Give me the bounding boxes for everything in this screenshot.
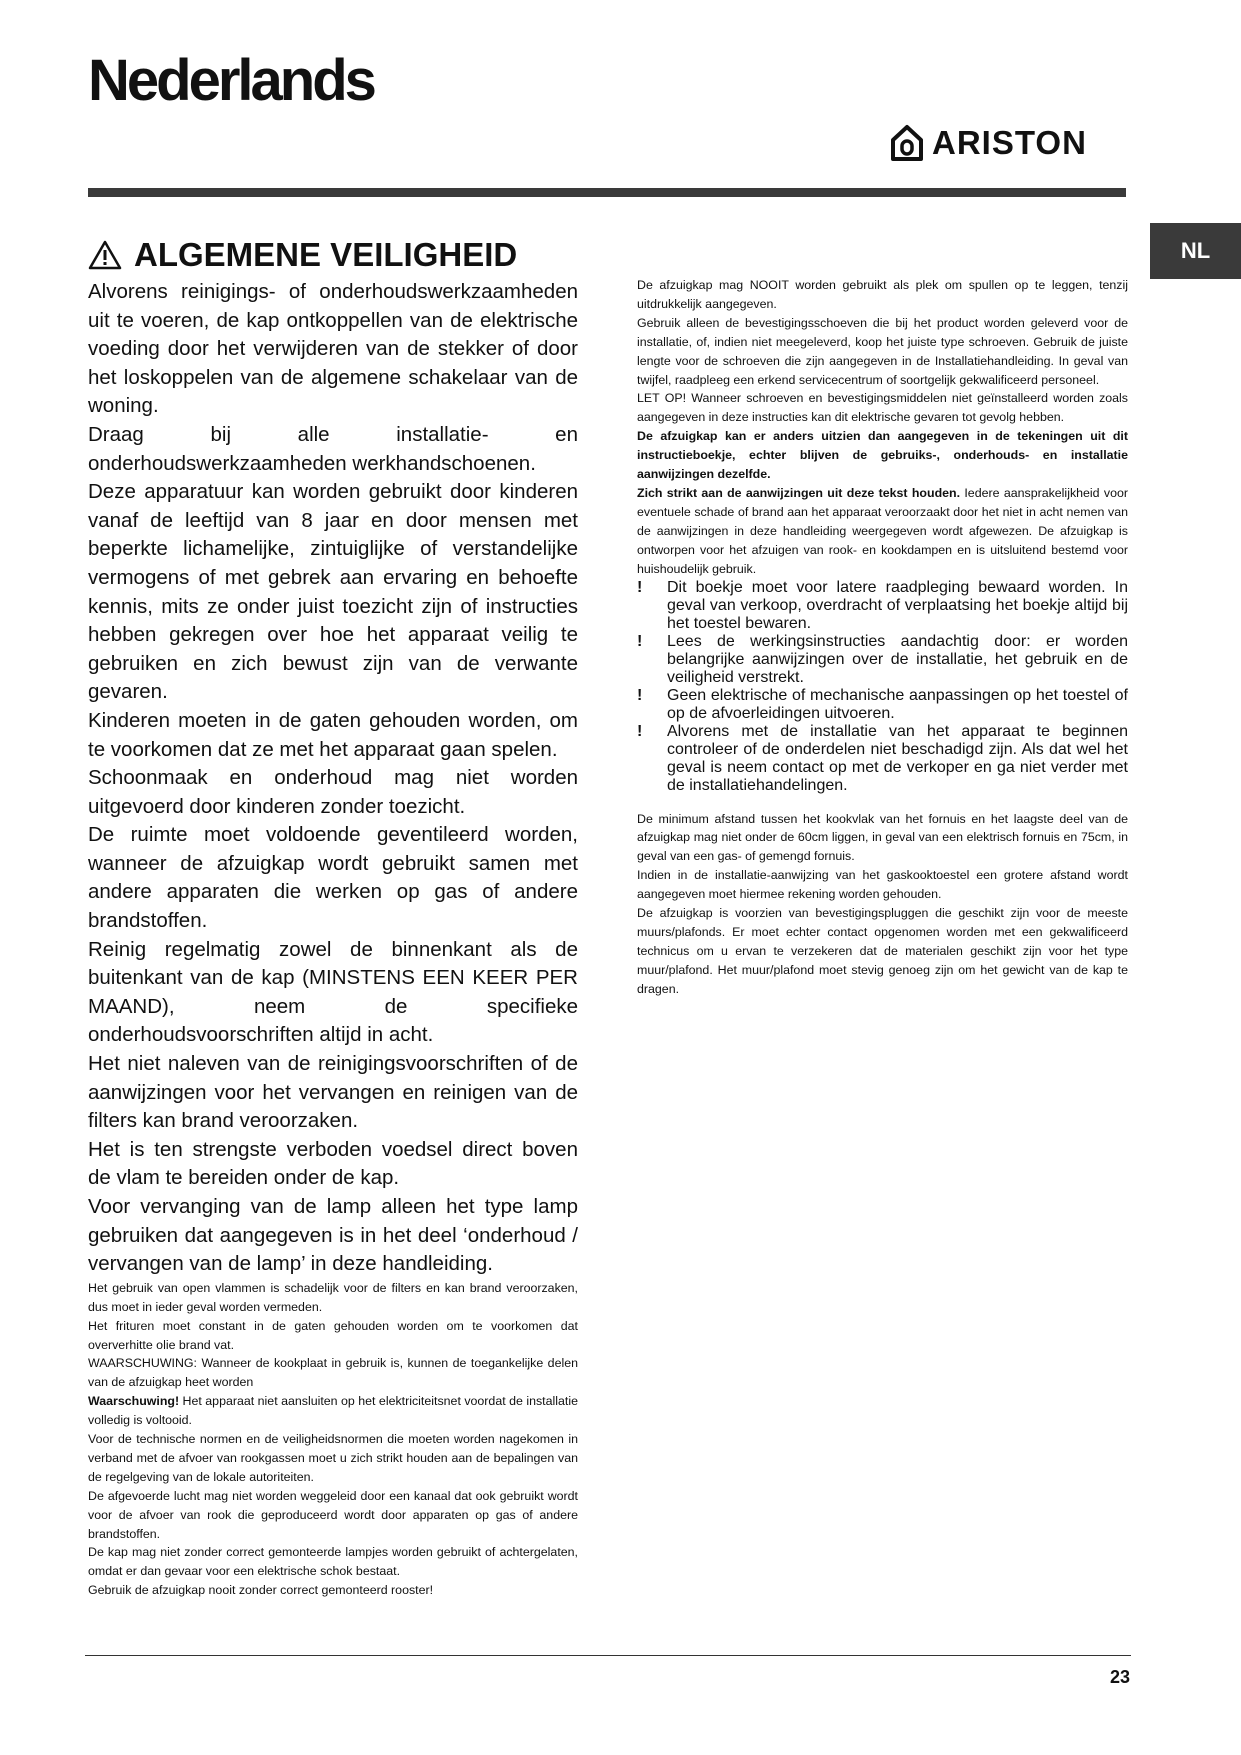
footer-divider bbox=[85, 1655, 1131, 1656]
section-heading bbox=[88, 236, 578, 274]
header-divider bbox=[88, 188, 1126, 197]
paragraph: De kap mag niet zonder correct gemonteerde lampjes worden gebruikt of achtergelaten, omdat er dan gevaar voor een elektrische schok bestaat. bbox=[88, 1545, 578, 1579]
paragraph: De afzuigkap is voorzien van bevestigingspluggen die geschikt zijn voor de meeste muurs/plafonds. Er moet echter contact opgenomen worden met een gekwalificeerd technicus om u ervan te verzekeren dat de materialen geschikt zijn voor het type muur/plafond. Het muur/plafond moet stevig genoeg zijn om het gewicht van de kap te dragen. bbox=[637, 906, 1128, 996]
paragraph: Schoonmaak en onderhoud mag niet worden uitgevoerd door kinderen zonder toezicht. bbox=[88, 766, 578, 818]
paragraph: De minimum afstand tussen het kookvlak van het fornuis en het laagste deel van de afzuigkap mag niet onder de 60cm liggen, in geval van een elektrisch fornuis en 75cm, in geval van een gas- of gemengd fornuis. bbox=[637, 811, 1128, 864]
paragraph: Voor vervanging van de lamp alleen het type lamp gebruiken dat aangegeven is in het deel ‘onderhoud / vervangen van de lamp’ in deze handleiding. bbox=[88, 1195, 578, 1276]
paragraph: WAARSCHUWING: Wanneer de kookplaat in gebruik is, kunnen de toegankelijke delen van de afzuigkap heet worden bbox=[88, 1356, 578, 1390]
exclamation-icon: ! bbox=[637, 578, 643, 596]
list-item-text: Dit boekje moet voor latere raadpleging bewaard worden. In geval van verkoop, overdracht of verplaatsing het boekje altijd bij het toestel bewaren. bbox=[667, 578, 1128, 632]
paragraph bbox=[88, 1392, 578, 1430]
list-item bbox=[637, 633, 1128, 687]
paragraph: Voor de technische normen en de veiligheidsnormen die moeten worden nagekomen in verband met de afvoer van rookgassen moet u zich strikt houden aan de bepalingen van de regelgeving van de lokale autoriteiten. bbox=[88, 1432, 578, 1484]
spacer bbox=[637, 795, 1128, 810]
paragraph: De ruimte moet voldoende geventileerd worden, wanneer de afzuigkap wordt gebruikt samen met andere apparaten die werken op gas of andere brandstoffen. bbox=[88, 823, 578, 933]
paragraph: De afzuigkap mag NOOIT worden gebruikt als plek om spullen op te leggen, tenzij uitdrukkelijk aangegeven. bbox=[637, 278, 1128, 311]
paragraph: Indien in de installatie-aanwijzing van het gaskooktoestel een grotere afstand wordt aangegeven moet hiermee rekening worden gehouden. bbox=[637, 868, 1128, 902]
warning-label: Waarschuwing! bbox=[88, 1394, 180, 1409]
warning-text: Het apparaat niet aansluiten op het elektriciteitsnet voordat de installatie volledig is voltooid. bbox=[88, 1394, 578, 1428]
paragraph: Gebruik alleen de bevestigingsschoeven die bij het product worden geleverd voor de installatie, of, indien niet meegeleverd, koop het juiste type schroeven. Gebruik de juiste lengte voor de schroeven die zijn aangegeven in de Installatiehandleiding. In geval van twijfel, raadpleeg een erkend servicecentrum of soortgelijk gekwalificeerd personeel. bbox=[637, 315, 1128, 387]
brand-logo bbox=[890, 122, 1087, 164]
paragraph: Het is ten strengste verboden voedsel direct boven de vlam te bereiden onder de kap. bbox=[88, 1137, 578, 1190]
brand-name: ARISTON bbox=[932, 124, 1087, 161]
list-item bbox=[637, 687, 1128, 723]
paragraph bbox=[637, 484, 1128, 579]
exclamation-icon: ! bbox=[637, 632, 643, 650]
bold-lead: Zich strikt aan de aanwijzingen uit deze tekst houden. bbox=[637, 485, 961, 500]
list-item bbox=[637, 579, 1128, 633]
paragraph: Gebruik de afzuigkap nooit zonder correct gemonteerd rooster! bbox=[88, 1583, 434, 1598]
paragraph: Alvorens reinigings- of onderhoudswerkzaamheden uit te voeren, de kap ontkoppellen van de elektrische voeding door het verwijderen van de stekker of door het loskoppelen van de algemene schakelaar van de woning. bbox=[88, 280, 578, 418]
paragraph: Het frituren moet constant in de gaten gehouden worden om te voorkomen dat oververhitte olie brand vat. bbox=[88, 1318, 578, 1352]
paragraph: LET OP! Wanneer schroeven en bevestigingsmiddelen niet geïnstalleerd worden zoals aangegeven in deze instructies kan dit elektrische gevaren tot gevolg hebben. bbox=[637, 391, 1128, 425]
right-column bbox=[637, 276, 1128, 999]
paragraph-text: Iedere aansprakelijkheid voor eventuele schade of brand aan het apparaat veroorzaakt door het niet in acht nemen van de aanwijzingen in deze handleiding weergegeven wordt afgewezen. De afzuigkap is ontworpen voor het afzuigen van rook- en kookdampen en is uitsluitend bestemd voor huishoudelijk gebruik. bbox=[637, 485, 1128, 576]
exclamation-icon: ! bbox=[637, 722, 643, 740]
list-item-text: Alvorens met de installatie van het apparaat te beginnen controleer of de onderdelen niet beschadigd zijn. Als dat wel het geval is neem contact op met de verkoper en ga niet verder met de installatiehandelingen. bbox=[667, 722, 1128, 794]
exclamation-icon: ! bbox=[637, 686, 643, 704]
safety-large-text bbox=[88, 278, 578, 1279]
house-logo-icon bbox=[890, 124, 924, 162]
paragraph: Reinig regelmatig zowel de binnenkant als de buitenkant van de kap (MINSTENS EEN KEER PER MAAND), neem de specifieke onderhoudsvoorschriften altijd in acht. bbox=[88, 937, 578, 1047]
page-language-title: Nederlands bbox=[88, 48, 374, 113]
page-number: 23 bbox=[1109, 1667, 1130, 1687]
list-item-text: Geen elektrische of mechanische aanpassingen op het toestel of op de afvoerleidingen uitvoeren. bbox=[667, 686, 1128, 722]
paragraph-bold: De afzuigkap kan er anders uitzien dan aangegeven in de tekeningen uit dit instructieboekje, echter blijven de gebruiks-, onderhouds- en installatie aanwijzingen dezelfde. bbox=[637, 429, 1128, 482]
language-tab: NL bbox=[1150, 223, 1241, 279]
list-item-text: Lees de werkingsinstructies aandachtig door: er worden belangrijke aanwijzingen over de installatie, het gebruik en de veiligheid verstrekt. bbox=[667, 632, 1128, 686]
paragraph: Draag bij alle installatie- en onderhoudswerkzaamheden werkhandschoenen. bbox=[88, 422, 578, 475]
paragraph: Het gebruik van open vlammen is schadelijk voor de filters en kan brand veroorzaken, dus moet in ieder geval worden vermeden. bbox=[88, 1280, 578, 1314]
left-column bbox=[88, 236, 578, 1600]
warning-triangle-icon bbox=[88, 240, 122, 270]
safety-small-text bbox=[88, 1279, 578, 1600]
paragraph: Het niet naleven van de reinigingsvoorschriften of de aanwijzingen voor het vervangen en reinigen van de filters kan brand veroorzaken. bbox=[88, 1052, 578, 1133]
list-item bbox=[637, 723, 1128, 795]
paragraph: Kinderen moeten in de gaten gehouden worden, om te voorkomen dat ze met het apparaat gaan spelen. bbox=[88, 708, 578, 761]
section-title: ALGEMENE VEILIGHEID bbox=[134, 236, 518, 273]
paragraph: De afgevoerde lucht mag niet worden weggeleid door een kanaal dat ook gebruikt wordt voor de afvoer van rook die geproduceerd wordt door apparaten op gas of andere brandstoffen. bbox=[88, 1488, 578, 1541]
paragraph: Deze apparatuur kan worden gebruikt door kinderen vanaf de leeftijd van 8 jaar en door mensen met beperkte lichamelijke, zintuiglijke of verstandelijke vermogens of met gebrek aan ervaring en behoefte kennis, mits ze onder juist toezicht zijn of instructies hebben gekregen over hoe het apparaat veilig te gebruiken en zich bewust zijn van de verwante gevaren. bbox=[88, 480, 578, 704]
